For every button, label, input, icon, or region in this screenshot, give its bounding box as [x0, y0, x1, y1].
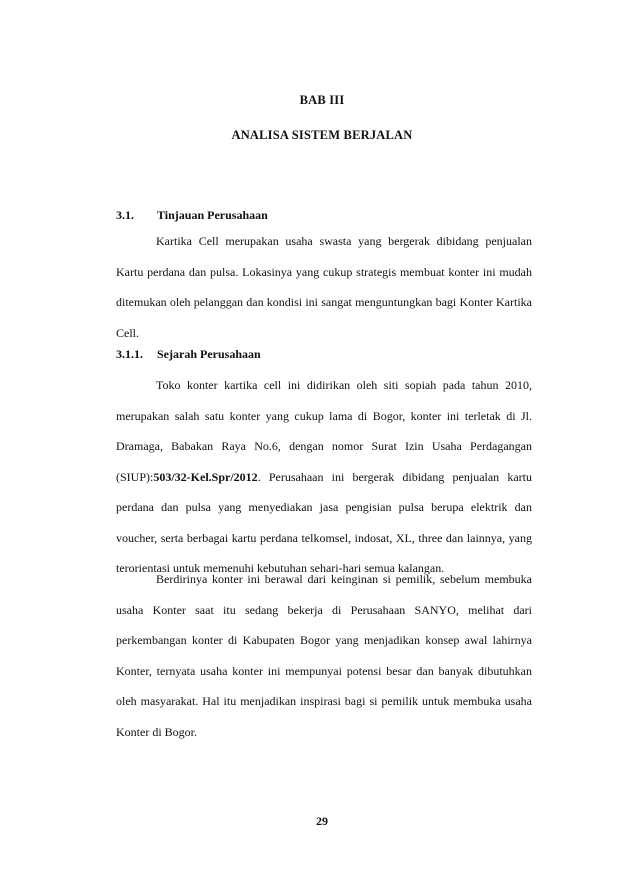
history-paragraph-1	[116, 370, 532, 584]
subsection-title: Sejarah Perusahaan	[157, 347, 261, 361]
siup-number: 503/32-Kel.Spr/2012	[153, 469, 258, 484]
history-paragraph-1-end: . Perusahaan ini bergerak dibidang penjualan kartu perdana dan pulsa yang menyediakan jasa pengisian pulsa berupa elektrik dan voucher, serta berbagai kartu perdana telkomsel, indosat, XL, three dan lainnya, yang terorientasi untuk memenuhi kebutuhan sehari-hari semua kalangan.	[116, 469, 532, 575]
page-number: 29	[316, 814, 328, 828]
history-paragraph-2: Berdirinya konter ini berawal dari keinginan si pemilik, sebelum membuka usaha Konter saat itu sedang bekerja di Perusahaan SANYO, melihat dari perkembangan konter di Kabupaten Bogor yang menjadikan konsep awal lahirnya Konter, ternyata usaha konter ini mempunyai potensi besar dan banyak dibutuhkan oleh masyarakat. Hal itu menjadikan inspirasi bagi si pemilik untuk membuka usaha Konter di Bogor.	[116, 572, 532, 739]
section-number: 3.1.	[116, 208, 134, 222]
chapter-title: ANALISA SISTEM BERJALAN	[231, 128, 413, 142]
history-paragraph-1-start: Toko konter kartika cell ini didirikan oleh siti sopiah pada tahun 2010, merupakan salah satu konter yang cukup lama di Bogor, konter ini terletak di Jl. Dramaga, Babakan Raya No.6, dengan nomor Surat Izin Usaha Perdagangan (SIUP):	[116, 378, 532, 484]
section-paragraph: Kartika Cell merupakan usaha swasta yang bergerak dibidang penjualan Kartu perdana dan pulsa. Lokasinya yang cukup strategis membuat konter ini mudah ditemukan oleh pelanggan dan kondisi ini sangat menguntungkan bagi Konter Kartika Cell.	[116, 234, 532, 340]
section-title: Tinjauan Perusahaan	[157, 208, 268, 222]
chapter-label: BAB III	[299, 93, 345, 107]
subsection-number: 3.1.1.	[116, 347, 143, 361]
